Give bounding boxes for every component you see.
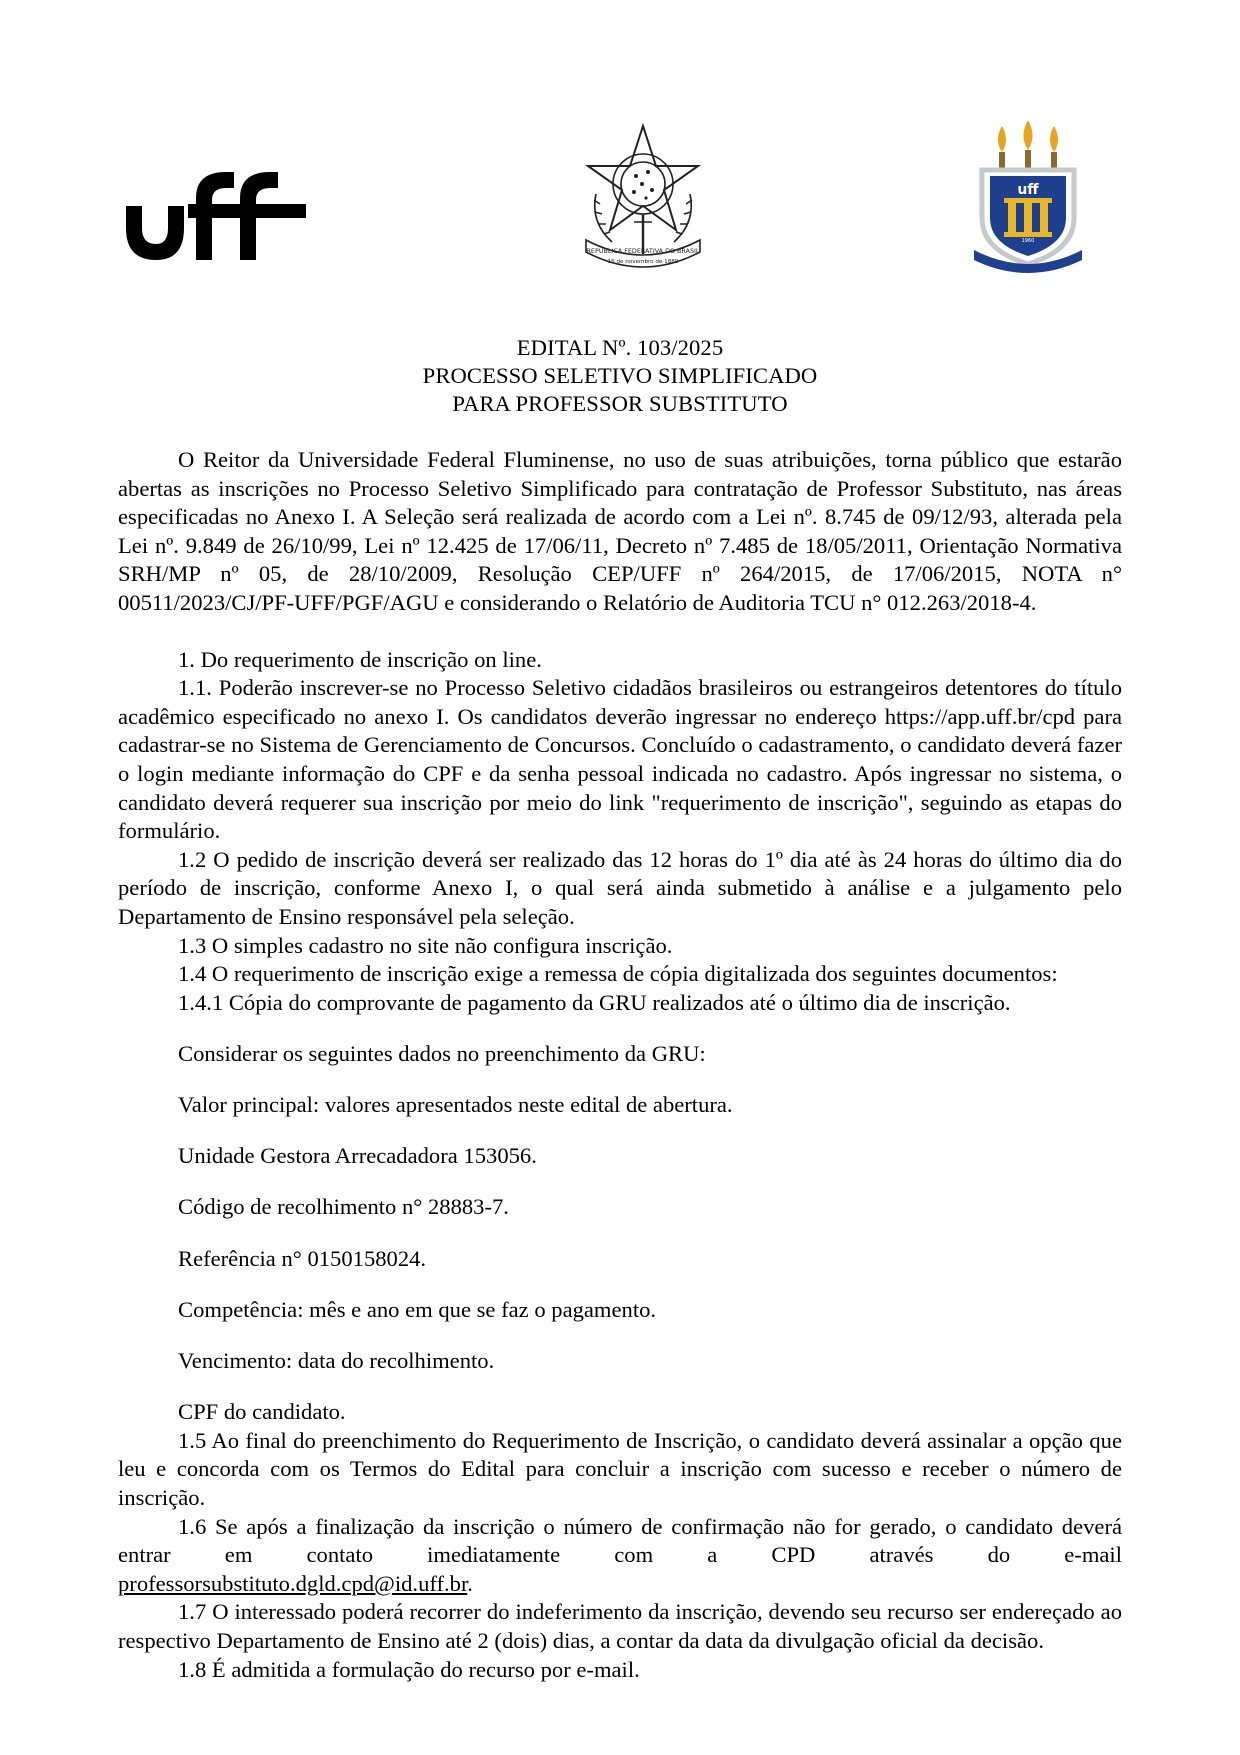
document-body (118, 446, 1122, 1684)
paragraph-1-6-email-line (118, 1570, 1122, 1599)
list-item: Valor principal: valores apresentados neste edital de abertura. (178, 1092, 733, 1118)
list-item: Considerar os seguintes dados no preenchimento da GRU: (178, 1040, 706, 1066)
paragraph-1-7: 1.7 O interessado poderá recorrer do indeferimento da inscrição, devendo seu recurso ser endereçado ao respectivo Departamento de Ensino até 2 (dois) dias, a contar da data da divulgação oficial da decisão. (118, 1599, 1122, 1653)
edital-title (0, 334, 1240, 418)
brasao-ribbon-text: REPÚBLICA FEDERATIVA DO BRASIL (586, 247, 700, 255)
paragraph-1-3: 1.3 O simples cadastro no site não configura inscrição. (178, 932, 673, 958)
brasao-date-text: 15 de novembro de 1889 (607, 259, 679, 265)
title-line-2: PROCESSO SELETIVO SIMPLIFICADO (422, 363, 818, 388)
title-line-3: PARA PROFESSOR SUBSTITUTO (452, 391, 788, 416)
paragraph-1-4: 1.4 O requerimento de inscrição exige a remessa de cópia digitalizada dos seguintes documentos: (178, 961, 1058, 987)
cpd-email-link[interactable]: professorsubstituto.dgld.cpd@id.uff.br (118, 1570, 468, 1596)
intro-paragraph: O Reitor da Universidade Federal Fluminense, no uso de suas atribuições, torna público que estarão abertas as inscrições no Processo Seletivo Simplificado para contratação de Professor Substituto, nas áreas especificadas no Anexo I. A Seleção será realizada de acordo com a Lei nº. 8.745 de 09/12/93, alterada pela Lei nº. 9.849 de 26/10/99, Lei nº 12.425 de 17/06/11, Decreto nº 7.485 de 18/05/2011, Orientação Normativa SRH/MP nº 05, de 28/10/2009, Resolução CEP/UFF nº 264/2015, de 17/06/2015, NOTA n° 00511/2023/CJ/PF-UFF/PGF/AGU e considerando o Relatório de Auditoria TCU n° 012.263/2018-4. (118, 447, 1122, 615)
paragraph-1-6-text: 1.6 Se após a finalização da inscrição o número de confirmação não for gerado, o candidato deverá entrar em contato imediatamente com a CPD através do e-mail (118, 1513, 1122, 1568)
brazil-coat-of-arms-icon (576, 122, 710, 270)
list-item: Unidade Gestora Arrecadadora 153056. (178, 1143, 537, 1169)
paragraph-1-1: 1.1. Poderão inscrever-se no Processo Seletivo cidadãos brasileiros ou estrangeiros detentores do título acadêmico especificado no anexo I. Os candidatos deverão ingressar no endereço https://app.uff.br/cpd para cadastrar-se no Sistema de Gerenciamento de Concursos. Concluído o cadastramento, o candidato deverá fazer o login mediante informação do CPF e da senha pessoal indicada no cadastro. Após ingressar no sistema, o candidato deverá requerer sua inscrição por meio do link "requerimento de inscrição", seguindo as etapas do formulário. (118, 675, 1122, 844)
list-item: Referência n° 0150158024. (178, 1245, 427, 1271)
list-item: CPF do candidato. (178, 1399, 346, 1425)
paragraph-1-6-end: . (467, 1570, 473, 1596)
paragraph-1-4-1: 1.4.1 Cópia do comprovante de pagamento da GRU realizados até o último dia de inscrição. (178, 989, 1011, 1015)
uff-logo (122, 168, 310, 268)
svg-text:1960: 1960 (1021, 238, 1035, 244)
uff-shield-icon (972, 118, 1084, 274)
section-1-heading: 1. Do requerimento de inscrição on line. (178, 646, 542, 672)
gru-data-list (118, 1040, 1122, 1427)
list-item: Código de recolhimento n° 28883-7. (178, 1194, 509, 1220)
title-line-1: EDITAL Nº. 103/2025 (516, 335, 724, 360)
svg-text:uff: uff (1017, 182, 1039, 198)
paragraph-1-5: 1.5 Ao final do preenchimento do Requerimento de Inscrição, o candidato deverá assinalar a opção que leu e concorda com os Termos do Edital para concluir a inscrição com sucesso e receber o número de inscrição. (118, 1427, 1122, 1510)
paragraph-1-8: 1.8 É admitida a formulação do recurso por e-mail. (178, 1656, 640, 1682)
paragraph-1-6 (118, 1513, 1122, 1570)
paragraph-1-2: 1.2 O pedido de inscrição deverá ser realizado das 12 horas do 1º dia até às 24 horas do último dia do período de inscrição, conforme Anexo I, o qual será ainda submetido à análise e a julgamento pelo Departamento de Ensino responsável pela seleção. (118, 846, 1122, 929)
list-item: Vencimento: data do recolhimento. (178, 1348, 495, 1373)
list-item: Competência: mês e ano em que se faz o pagamento. (178, 1296, 657, 1322)
